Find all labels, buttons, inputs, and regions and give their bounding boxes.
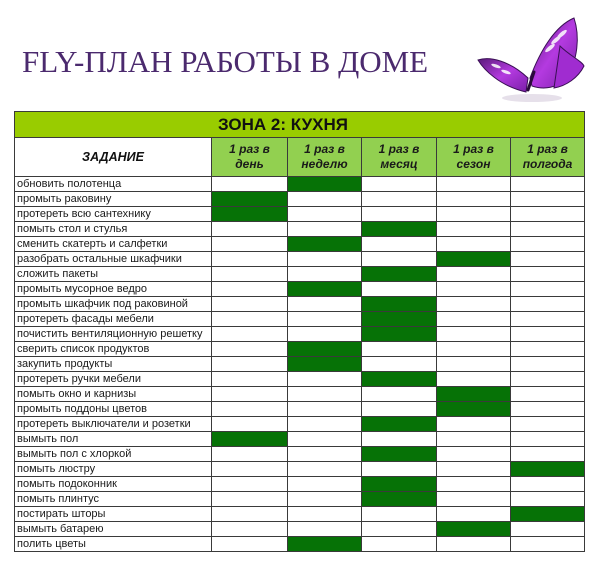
frequency-column-header — [437, 138, 511, 177]
frequency-empty-cell — [437, 357, 511, 372]
frequency-mark-cell — [437, 387, 511, 402]
frequency-empty-cell — [511, 477, 585, 492]
frequency-empty-cell — [437, 462, 511, 477]
frequency-mark-cell — [212, 432, 288, 447]
frequency-empty-cell — [288, 267, 362, 282]
task-label: промыть поддоны цветов — [15, 402, 212, 417]
frequency-empty-cell — [212, 312, 288, 327]
frequency-empty-cell — [212, 237, 288, 252]
frequency-empty-cell — [511, 327, 585, 342]
table-row — [15, 222, 585, 237]
frequency-empty-cell — [437, 492, 511, 507]
table-row — [15, 327, 585, 342]
frequency-empty-cell — [511, 252, 585, 267]
frequency-empty-cell — [437, 537, 511, 552]
frequency-header-line2: месяц — [380, 157, 418, 171]
frequency-empty-cell — [212, 357, 288, 372]
frequency-empty-cell — [511, 402, 585, 417]
table-row — [15, 522, 585, 537]
frequency-column-header — [288, 138, 362, 177]
table-row — [15, 432, 585, 447]
frequency-mark-cell — [362, 222, 437, 237]
frequency-empty-cell — [437, 507, 511, 522]
frequency-empty-cell — [362, 432, 437, 447]
frequency-empty-cell — [212, 282, 288, 297]
frequency-mark-cell — [437, 522, 511, 537]
table-row — [15, 387, 585, 402]
frequency-empty-cell — [362, 342, 437, 357]
frequency-empty-cell — [362, 192, 437, 207]
frequency-column-header — [511, 138, 585, 177]
frequency-mark-cell — [362, 312, 437, 327]
frequency-empty-cell — [212, 522, 288, 537]
frequency-empty-cell — [288, 462, 362, 477]
frequency-empty-cell — [437, 222, 511, 237]
task-label: промыть мусорное ведро — [15, 282, 212, 297]
frequency-empty-cell — [288, 372, 362, 387]
frequency-empty-cell — [288, 312, 362, 327]
table-row — [15, 507, 585, 522]
task-label: вымыть пол с хлоркой — [15, 447, 212, 462]
task-label: почистить вентиляционную решетку — [15, 327, 212, 342]
frequency-empty-cell — [511, 207, 585, 222]
task-label: сверить список продуктов — [15, 342, 212, 357]
page-title: FLY-ПЛАН РАБОТЫ В ДОМЕ — [22, 44, 429, 79]
task-label: промыть раковину — [15, 192, 212, 207]
frequency-empty-cell — [362, 537, 437, 552]
frequency-empty-cell — [437, 432, 511, 447]
table-row — [15, 462, 585, 477]
frequency-header-line2: неделю — [301, 157, 348, 171]
frequency-empty-cell — [212, 477, 288, 492]
frequency-empty-cell — [511, 267, 585, 282]
frequency-mark-cell — [362, 447, 437, 462]
frequency-empty-cell — [212, 372, 288, 387]
frequency-empty-cell — [288, 432, 362, 447]
task-label: сменить скатерть и салфетки — [15, 237, 212, 252]
frequency-empty-cell — [362, 237, 437, 252]
task-label: протереть всю сантехнику — [15, 207, 212, 222]
frequency-empty-cell — [362, 252, 437, 267]
table-row — [15, 537, 585, 552]
frequency-empty-cell — [511, 297, 585, 312]
task-label: помыть стол и стулья — [15, 222, 212, 237]
frequency-empty-cell — [212, 447, 288, 462]
frequency-empty-cell — [212, 507, 288, 522]
frequency-empty-cell — [511, 342, 585, 357]
frequency-empty-cell — [437, 237, 511, 252]
task-label: промыть шкафчик под раковиной — [15, 297, 212, 312]
frequency-header-line2: полгода — [522, 157, 573, 171]
frequency-empty-cell — [362, 207, 437, 222]
frequency-mark-cell — [362, 492, 437, 507]
frequency-column-header — [362, 138, 437, 177]
frequency-empty-cell — [212, 492, 288, 507]
frequency-empty-cell — [288, 252, 362, 267]
frequency-empty-cell — [212, 252, 288, 267]
task-label: помыть подоконник — [15, 477, 212, 492]
frequency-empty-cell — [362, 507, 437, 522]
frequency-empty-cell — [511, 522, 585, 537]
task-label: обновить полотенца — [15, 177, 212, 192]
frequency-empty-cell — [437, 477, 511, 492]
frequency-empty-cell — [288, 297, 362, 312]
task-label: постирать шторы — [15, 507, 212, 522]
zone-title: ЗОНА 2: КУХНЯ — [15, 112, 585, 138]
task-label: закупить продукты — [15, 357, 212, 372]
chore-schedule-table — [14, 111, 585, 552]
frequency-header-line2: сезон — [456, 157, 491, 171]
table-row — [15, 417, 585, 432]
frequency-empty-cell — [288, 327, 362, 342]
task-label: протереть выключатели и розетки — [15, 417, 212, 432]
frequency-empty-cell — [511, 237, 585, 252]
frequency-empty-cell — [362, 462, 437, 477]
task-label: вымыть пол — [15, 432, 212, 447]
task-label: разобрать остальные шкафчики — [15, 252, 212, 267]
frequency-mark-cell — [288, 537, 362, 552]
frequency-empty-cell — [288, 522, 362, 537]
table-row — [15, 492, 585, 507]
frequency-mark-cell — [288, 177, 362, 192]
frequency-header-line1: 1 раз в — [229, 142, 270, 156]
frequency-empty-cell — [288, 207, 362, 222]
frequency-header-line1: 1 раз в — [527, 142, 568, 156]
table-row — [15, 357, 585, 372]
frequency-mark-cell — [511, 507, 585, 522]
frequency-column-header — [212, 138, 288, 177]
frequency-empty-cell — [212, 222, 288, 237]
table-row — [15, 267, 585, 282]
frequency-empty-cell — [288, 387, 362, 402]
frequency-mark-cell — [437, 402, 511, 417]
table-row — [15, 177, 585, 192]
table-row — [15, 477, 585, 492]
frequency-mark-cell — [362, 417, 437, 432]
frequency-header-line1: 1 раз в — [304, 142, 345, 156]
frequency-empty-cell — [437, 267, 511, 282]
table-row — [15, 192, 585, 207]
frequency-empty-cell — [511, 222, 585, 237]
frequency-empty-cell — [511, 492, 585, 507]
frequency-empty-cell — [288, 417, 362, 432]
butterfly-icon — [470, 6, 590, 106]
frequency-empty-cell — [437, 312, 511, 327]
frequency-mark-cell — [288, 357, 362, 372]
frequency-empty-cell — [288, 402, 362, 417]
frequency-empty-cell — [362, 282, 437, 297]
frequency-empty-cell — [212, 462, 288, 477]
frequency-mark-cell — [212, 192, 288, 207]
frequency-empty-cell — [212, 297, 288, 312]
frequency-header-line2: день — [235, 157, 264, 171]
frequency-mark-cell — [288, 342, 362, 357]
frequency-empty-cell — [288, 192, 362, 207]
frequency-empty-cell — [437, 447, 511, 462]
frequency-empty-cell — [362, 522, 437, 537]
frequency-empty-cell — [212, 327, 288, 342]
frequency-empty-cell — [288, 507, 362, 522]
frequency-empty-cell — [362, 357, 437, 372]
frequency-empty-cell — [437, 207, 511, 222]
frequency-mark-cell — [362, 297, 437, 312]
frequency-empty-cell — [362, 402, 437, 417]
frequency-empty-cell — [511, 192, 585, 207]
task-label: помыть окно и карнизы — [15, 387, 212, 402]
frequency-empty-cell — [288, 222, 362, 237]
table-row — [15, 252, 585, 267]
task-label: протереть ручки мебели — [15, 372, 212, 387]
frequency-empty-cell — [212, 402, 288, 417]
frequency-empty-cell — [212, 537, 288, 552]
frequency-empty-cell — [437, 297, 511, 312]
frequency-empty-cell — [212, 177, 288, 192]
task-label: помыть плинтус — [15, 492, 212, 507]
task-label: протереть фасады мебели — [15, 312, 212, 327]
frequency-empty-cell — [511, 312, 585, 327]
frequency-empty-cell — [511, 447, 585, 462]
frequency-mark-cell — [362, 327, 437, 342]
frequency-empty-cell — [511, 417, 585, 432]
frequency-empty-cell — [511, 387, 585, 402]
frequency-mark-cell — [511, 462, 585, 477]
frequency-empty-cell — [437, 327, 511, 342]
frequency-header-line1: 1 раз в — [453, 142, 494, 156]
table-row — [15, 207, 585, 222]
task-label: вымыть батарею — [15, 522, 212, 537]
frequency-empty-cell — [212, 417, 288, 432]
table-row — [15, 237, 585, 252]
frequency-empty-cell — [437, 177, 511, 192]
table-row — [15, 342, 585, 357]
frequency-mark-cell — [288, 237, 362, 252]
frequency-empty-cell — [362, 177, 437, 192]
frequency-header-line1: 1 раз в — [378, 142, 420, 156]
frequency-mark-cell — [437, 252, 511, 267]
frequency-mark-cell — [288, 282, 362, 297]
frequency-mark-cell — [212, 207, 288, 222]
task-label: помыть люстру — [15, 462, 212, 477]
table-row — [15, 447, 585, 462]
frequency-empty-cell — [288, 492, 362, 507]
frequency-empty-cell — [437, 342, 511, 357]
frequency-mark-cell — [362, 372, 437, 387]
task-label: сложить пакеты — [15, 267, 212, 282]
table-row — [15, 372, 585, 387]
frequency-empty-cell — [212, 342, 288, 357]
frequency-empty-cell — [437, 372, 511, 387]
frequency-empty-cell — [362, 387, 437, 402]
frequency-empty-cell — [511, 357, 585, 372]
frequency-mark-cell — [362, 267, 437, 282]
table-row — [15, 282, 585, 297]
table-row — [15, 297, 585, 312]
frequency-empty-cell — [511, 432, 585, 447]
frequency-empty-cell — [511, 537, 585, 552]
frequency-empty-cell — [212, 387, 288, 402]
frequency-empty-cell — [437, 192, 511, 207]
frequency-empty-cell — [511, 372, 585, 387]
frequency-empty-cell — [288, 477, 362, 492]
task-column-header: ЗАДАНИЕ — [15, 138, 212, 177]
table-row — [15, 312, 585, 327]
frequency-empty-cell — [511, 177, 585, 192]
frequency-empty-cell — [212, 267, 288, 282]
table-row — [15, 402, 585, 417]
frequency-empty-cell — [511, 282, 585, 297]
frequency-empty-cell — [437, 282, 511, 297]
frequency-empty-cell — [288, 447, 362, 462]
frequency-mark-cell — [362, 477, 437, 492]
task-label: полить цветы — [15, 537, 212, 552]
frequency-empty-cell — [437, 417, 511, 432]
